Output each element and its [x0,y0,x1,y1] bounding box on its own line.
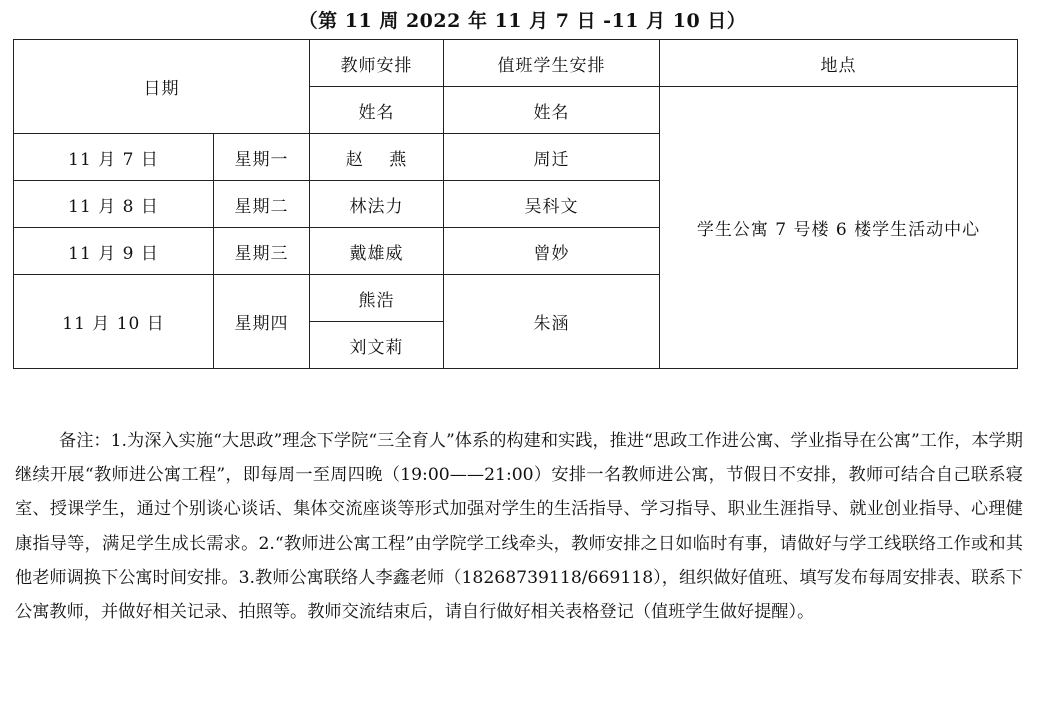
subheader-student-name: 姓名 [444,87,660,134]
header-teacher: 教师安排 [310,40,444,87]
notes-paragraph: 备注：1.为深入实施“大思政”理念下学院“三全育人”体系的构建和实践，推进“思政工作进公寓、学业指导在公寓”工作，本学期继续开展“教师进公寓工程”，即每周一至周四晚（19:00——21:00）安排一名教师进公寓，节假日不安排，教师可结合自己联系寝室、授课学生，通过个别谈心谈话、集体交流座谈等形式加强对学生的生活指导、学习指导、职业生涯指导、就业创业指导、心理健康指导等，满足学生成长需求。2.“教师进公寓工程”由学院学工线牵头，教师安排之日如临时有事，请做好与学工线联络工作或和其他老师调换下公寓时间安排。3.教师公寓联络人李鑫老师（18268739118/669118），组织做好值班、填写发布每周安排表、联系下公寓教师，并做好相关记录、拍照等。教师交流结束后，请自行做好相关表格登记（值班学生做好提醒）。 [15,431,1023,623]
date-cell: 11 月 10 日 [14,275,214,369]
subheader-teacher-name: 姓名 [310,87,444,134]
date-cell: 11 月 7 日 [14,134,214,181]
student-cell: 周迁 [444,134,660,181]
date-cell: 11 月 9 日 [14,228,214,275]
teacher-cell: 赵 燕 [310,134,444,181]
teacher-cell: 林法力 [310,181,444,228]
location-cell: 学生公寓 7 号楼 6 楼学生活动中心 [660,87,1018,369]
student-cell: 朱涵 [444,275,660,369]
header-date: 日期 [14,40,310,134]
header-location: 地点 [660,40,1018,87]
teacher-cell: 戴雄威 [310,228,444,275]
weekday-cell: 星期四 [214,275,310,369]
weekday-cell: 星期二 [214,181,310,228]
weekday-cell: 星期一 [214,134,310,181]
duty-schedule-table [13,39,1018,369]
student-cell: 曾妙 [444,228,660,275]
teacher-cell-second: 刘文莉 [310,322,444,369]
page-title: （第 11 周 2022 年 11 月 7 日 -11 月 10 日） [298,10,747,32]
teacher-cell: 熊浩 [310,275,444,322]
student-cell: 吴科文 [444,181,660,228]
date-cell: 11 月 8 日 [14,181,214,228]
weekday-cell: 星期三 [214,228,310,275]
table-header-row [14,40,1018,87]
header-student: 值班学生安排 [444,40,660,87]
